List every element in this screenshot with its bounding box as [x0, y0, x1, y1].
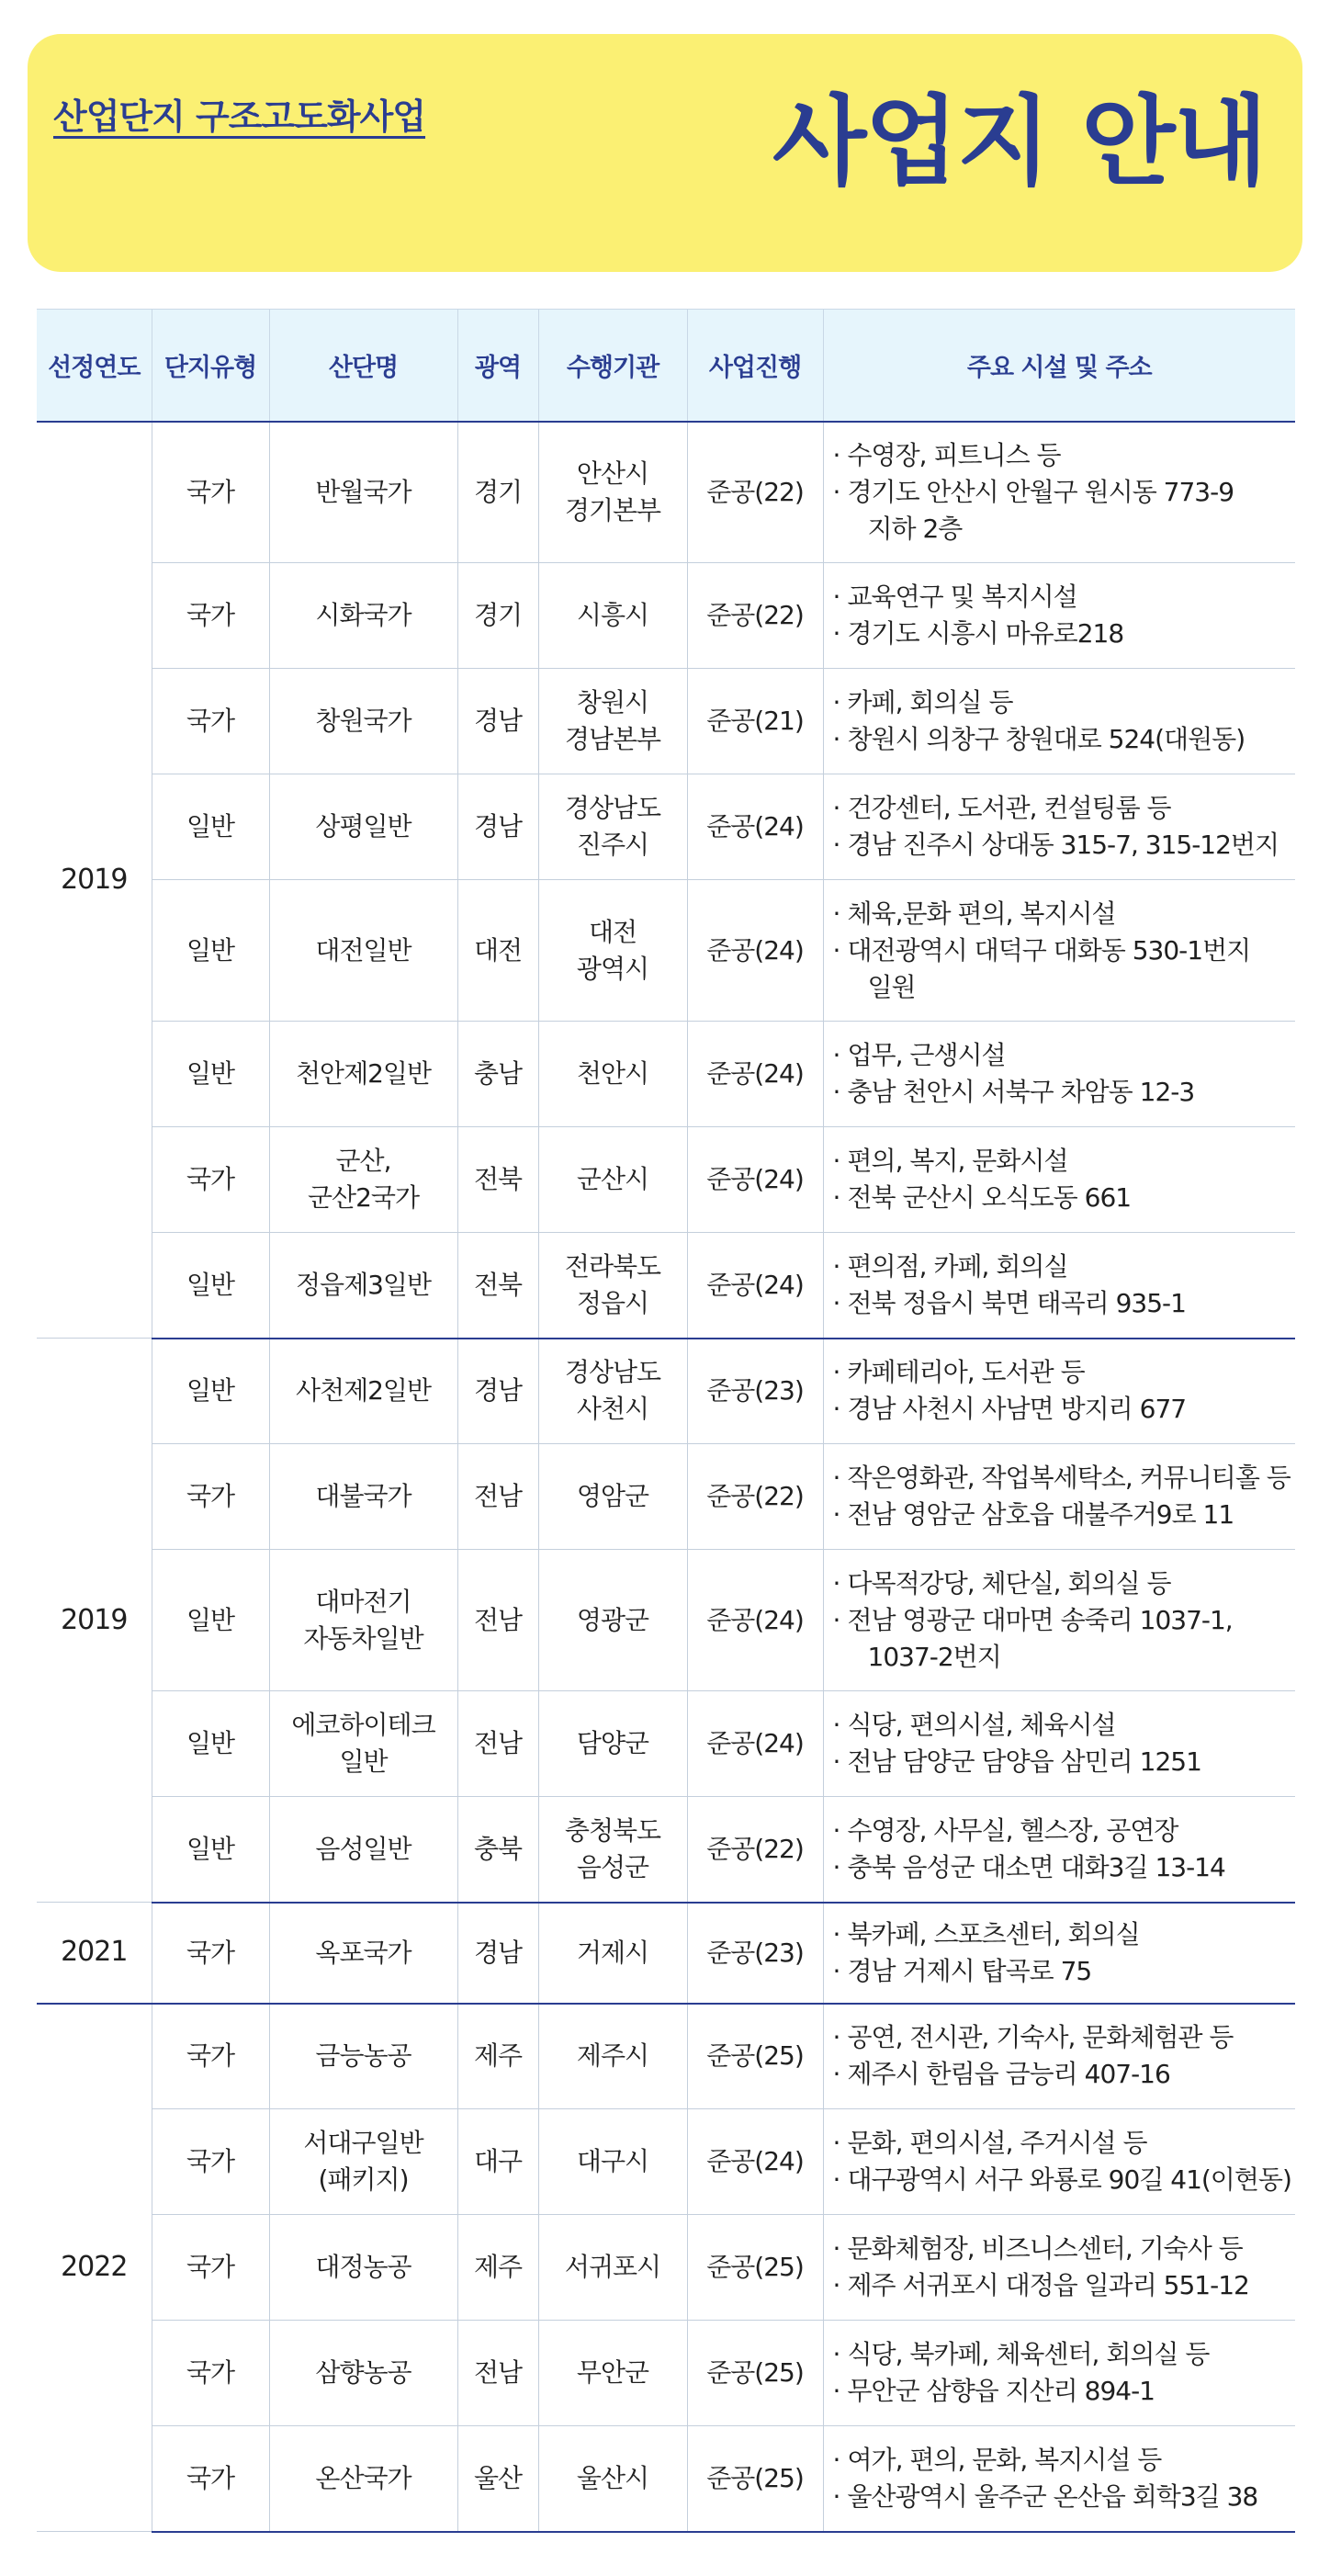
year-cell: 2019 — [37, 422, 152, 1339]
facility-line: · 대전광역시 대덕구 대화동 530-1번지 — [833, 932, 1296, 969]
facilities-cell — [823, 1903, 1295, 2004]
facility-line: · 교육연구 및 복지시설 — [833, 579, 1296, 616]
complex-name-cell: 대불국가 — [269, 1444, 457, 1550]
facility-line: · 전남 담양군 담양읍 삼민리 1251 — [833, 1744, 1296, 1780]
facility-line: 일원 — [867, 971, 916, 1002]
agency-cell: 대전 광역시 — [538, 880, 687, 1022]
table-row — [37, 2321, 1295, 2426]
facilities-cell — [823, 1339, 1295, 1444]
complex-name-cell: 금능농공 — [269, 2004, 457, 2109]
facility-line: · 수영장, 피트니스 등 — [833, 437, 1296, 474]
status-cell: 준공(22) — [687, 1797, 823, 1903]
agency-cell: 창원시 경남본부 — [538, 669, 687, 774]
header-subtitle: 산업단지 구조고도화사업 — [53, 96, 426, 137]
status-cell: 준공(24) — [687, 880, 823, 1022]
table-row — [37, 2109, 1295, 2215]
facilities-cell — [823, 2321, 1295, 2426]
region-cell: 전남 — [457, 1550, 538, 1691]
agency-cell: 제주시 — [538, 2004, 687, 2109]
type-cell: 국가 — [152, 2215, 269, 2321]
agency-cell: 충청북도 음성군 — [538, 1797, 687, 1903]
facility-line: · 제주시 한림읍 금능리 407-16 — [833, 2056, 1296, 2093]
region-cell: 경남 — [457, 1903, 538, 2004]
year-cell: 2021 — [37, 1903, 152, 2004]
type-cell: 국가 — [152, 1127, 269, 1233]
column-header: 수행기관 — [538, 310, 687, 422]
facilities-cell — [823, 669, 1295, 774]
table-row — [37, 1903, 1295, 2004]
facility-line: · 체육,문화 편의, 복지시설 — [833, 896, 1296, 932]
table-row — [37, 1339, 1295, 1444]
complex-name-cell: 군산, 군산2국가 — [269, 1127, 457, 1233]
facility-line: · 여가, 편의, 문화, 복지시설 등 — [833, 2442, 1296, 2479]
facility-line: · 북카페, 스포츠센터, 회의실 — [833, 1916, 1296, 1953]
year-cell: 2022 — [37, 2004, 152, 2532]
status-cell: 준공(25) — [687, 2215, 823, 2321]
table-row — [37, 1022, 1295, 1127]
type-cell: 일반 — [152, 1022, 269, 1127]
facilities-cell — [823, 1797, 1295, 1903]
agency-cell: 무안군 — [538, 2321, 687, 2426]
type-cell: 국가 — [152, 422, 269, 563]
facilities-cell — [823, 1127, 1295, 1233]
region-cell: 경남 — [457, 1339, 538, 1444]
type-cell: 국가 — [152, 1903, 269, 2004]
agency-cell: 거제시 — [538, 1903, 687, 2004]
column-header: 사업진행 — [687, 310, 823, 422]
complex-name-cell: 상평일반 — [269, 774, 457, 880]
facility-line: · 창원시 의창구 창원대로 524(대원동) — [833, 721, 1296, 758]
facilities-cell — [823, 774, 1295, 880]
type-cell: 일반 — [152, 880, 269, 1022]
facility-line: · 전남 영광군 대마면 송죽리 1037-1, — [833, 1602, 1296, 1639]
page-title: 사업지 안내 — [772, 85, 1266, 198]
facility-line: · 제주 서귀포시 대정읍 일과리 551-12 — [833, 2267, 1296, 2304]
facility-line: · 식당, 편의시설, 체육시설 — [833, 1707, 1296, 1744]
complex-name-cell: 에코하이테크 일반 — [269, 1691, 457, 1797]
complex-name-cell: 정읍제3일반 — [269, 1233, 457, 1339]
complex-name-cell: 시화국가 — [269, 563, 457, 669]
region-cell: 충북 — [457, 1797, 538, 1903]
region-cell: 전남 — [457, 1691, 538, 1797]
table-body — [37, 422, 1295, 2532]
agency-cell: 경상남도 진주시 — [538, 774, 687, 880]
facility-line: · 경남 사천시 사남면 방지리 677 — [833, 1391, 1296, 1428]
table-row — [37, 1233, 1295, 1339]
complex-name-cell: 온산국가 — [269, 2426, 457, 2532]
complex-name-cell: 천안제2일반 — [269, 1022, 457, 1127]
agency-cell: 시흥시 — [538, 563, 687, 669]
facility-line: · 다목적강당, 체단실, 회의실 등 — [833, 1565, 1296, 1602]
facility-line: · 충남 천안시 서북구 차암동 12-3 — [833, 1074, 1296, 1111]
status-cell: 준공(24) — [687, 1233, 823, 1339]
type-cell: 일반 — [152, 1691, 269, 1797]
table-row — [37, 2004, 1295, 2109]
facility-line: · 울산광역시 울주군 온산읍 회학3길 38 — [833, 2479, 1296, 2515]
facilities-cell — [823, 1233, 1295, 1339]
region-cell: 전남 — [457, 1444, 538, 1550]
facility-line: · 대구광역시 서구 와룡로 90길 41(이현동) — [833, 2162, 1296, 2198]
status-cell: 준공(25) — [687, 2426, 823, 2532]
facilities-cell — [823, 2215, 1295, 2321]
facility-line: · 충북 음성군 대소면 대화3길 13-14 — [833, 1849, 1296, 1886]
facility-line: · 카페테리아, 도서관 등 — [833, 1354, 1296, 1391]
region-cell: 대구 — [457, 2109, 538, 2215]
region-cell: 경기 — [457, 422, 538, 563]
status-cell: 준공(24) — [687, 1550, 823, 1691]
table-row — [37, 422, 1295, 563]
facility-line: · 편의, 복지, 문화시설 — [833, 1143, 1296, 1180]
table-row — [37, 1691, 1295, 1797]
facility-line: · 업무, 근생시설 — [833, 1037, 1296, 1074]
facilities-cell — [823, 2004, 1295, 2109]
facility-line: · 경기도 시흥시 마유로218 — [833, 616, 1296, 652]
agency-cell: 영암군 — [538, 1444, 687, 1550]
agency-cell: 대구시 — [538, 2109, 687, 2215]
facilities-cell — [823, 2109, 1295, 2215]
facility-line: · 전남 영암군 삼호읍 대불주거9로 11 — [833, 1497, 1296, 1533]
status-cell: 준공(24) — [687, 1022, 823, 1127]
facility-line: 지하 2층 — [867, 513, 963, 544]
status-cell: 준공(21) — [687, 669, 823, 774]
facility-line: · 공연, 전시관, 기숙사, 문화체험관 등 — [833, 2019, 1296, 2056]
type-cell: 일반 — [152, 1550, 269, 1691]
agency-cell: 천안시 — [538, 1022, 687, 1127]
facility-line: · 편의점, 카페, 회의실 — [833, 1248, 1296, 1285]
agency-cell: 담양군 — [538, 1691, 687, 1797]
region-cell: 울산 — [457, 2426, 538, 2532]
type-cell: 일반 — [152, 1233, 269, 1339]
region-cell: 대전 — [457, 880, 538, 1022]
facility-line: · 경남 진주시 상대동 315-7, 315-12번지 — [833, 827, 1296, 864]
agency-cell: 서귀포시 — [538, 2215, 687, 2321]
region-cell: 전북 — [457, 1127, 538, 1233]
region-cell: 경기 — [457, 563, 538, 669]
facility-line: · 문화체험장, 비즈니스센터, 기숙사 등 — [833, 2231, 1296, 2267]
type-cell: 국가 — [152, 1444, 269, 1550]
table-row — [37, 563, 1295, 669]
facilities-cell — [823, 1022, 1295, 1127]
status-cell: 준공(24) — [687, 774, 823, 880]
facilities-cell — [823, 880, 1295, 1022]
type-cell: 일반 — [152, 1797, 269, 1903]
column-header: 단지유형 — [152, 310, 269, 422]
facility-line: · 전북 정읍시 북면 태곡리 935-1 — [833, 1285, 1296, 1322]
complex-name-cell: 서대구일반 (패키지) — [269, 2109, 457, 2215]
facilities-cell — [823, 563, 1295, 669]
status-cell: 준공(22) — [687, 422, 823, 563]
agency-cell: 영광군 — [538, 1550, 687, 1691]
type-cell: 국가 — [152, 2109, 269, 2215]
status-cell: 준공(23) — [687, 1339, 823, 1444]
column-header: 산단명 — [269, 310, 457, 422]
facility-line: 1037-2번지 — [867, 1641, 1001, 1672]
facilities-cell — [823, 2426, 1295, 2532]
complex-name-cell: 대마전기 자동차일반 — [269, 1550, 457, 1691]
facility-line: · 전북 군산시 오식도동 661 — [833, 1180, 1296, 1216]
status-cell: 준공(24) — [687, 2109, 823, 2215]
table-header-row — [37, 310, 1295, 422]
status-cell: 준공(22) — [687, 563, 823, 669]
complex-name-cell: 대전일반 — [269, 880, 457, 1022]
region-cell: 경남 — [457, 774, 538, 880]
facility-line: · 경기도 안산시 안월구 원시동 773-9 — [833, 474, 1296, 511]
complex-name-cell: 반월국가 — [269, 422, 457, 563]
region-cell: 충남 — [457, 1022, 538, 1127]
complex-name-cell: 창원국가 — [269, 669, 457, 774]
table-row — [37, 2426, 1295, 2532]
table-row — [37, 880, 1295, 1022]
agency-cell: 군산시 — [538, 1127, 687, 1233]
agency-cell: 울산시 — [538, 2426, 687, 2532]
region-cell: 전남 — [457, 2321, 538, 2426]
complex-name-cell: 옥포국가 — [269, 1903, 457, 2004]
table-row — [37, 1127, 1295, 1233]
site-table — [37, 309, 1295, 2533]
facilities-cell — [823, 422, 1295, 563]
status-cell: 준공(24) — [687, 1127, 823, 1233]
facility-line: · 무안군 삼향읍 지산리 894-1 — [833, 2373, 1296, 2410]
facility-line: · 작은영화관, 작업복세탁소, 커뮤니티홀 등 — [833, 1460, 1296, 1497]
complex-name-cell: 음성일반 — [269, 1797, 457, 1903]
region-cell: 제주 — [457, 2215, 538, 2321]
complex-name-cell: 사천제2일반 — [269, 1339, 457, 1444]
region-cell: 경남 — [457, 669, 538, 774]
facility-line: · 경남 거제시 탑곡로 75 — [833, 1953, 1296, 1990]
agency-cell: 경상남도 사천시 — [538, 1339, 687, 1444]
complex-name-cell: 삼향농공 — [269, 2321, 457, 2426]
facility-line: · 카페, 회의실 등 — [833, 684, 1296, 721]
column-header: 광역 — [457, 310, 538, 422]
status-cell: 준공(23) — [687, 1903, 823, 2004]
column-header: 주요 시설 및 주소 — [823, 310, 1295, 422]
status-cell: 준공(25) — [687, 2004, 823, 2109]
table-row — [37, 1550, 1295, 1691]
type-cell: 국가 — [152, 2426, 269, 2532]
type-cell: 일반 — [152, 1339, 269, 1444]
type-cell: 국가 — [152, 2004, 269, 2109]
complex-name-cell: 대정농공 — [269, 2215, 457, 2321]
status-cell: 준공(25) — [687, 2321, 823, 2426]
table-row — [37, 2215, 1295, 2321]
facility-line: · 건강센터, 도서관, 컨설팅룸 등 — [833, 790, 1296, 827]
facility-line: · 식당, 북카페, 체육센터, 회의실 등 — [833, 2336, 1296, 2373]
type-cell: 국가 — [152, 669, 269, 774]
agency-cell: 전라북도 정읍시 — [538, 1233, 687, 1339]
facility-line: · 수영장, 사무실, 헬스장, 공연장 — [833, 1813, 1296, 1849]
table-row — [37, 1444, 1295, 1550]
status-cell: 준공(24) — [687, 1691, 823, 1797]
table-row — [37, 1797, 1295, 1903]
year-cell: 2019 — [37, 1339, 152, 1903]
region-cell: 전북 — [457, 1233, 538, 1339]
type-cell: 국가 — [152, 2321, 269, 2426]
facilities-cell — [823, 1550, 1295, 1691]
type-cell: 일반 — [152, 774, 269, 880]
facilities-cell — [823, 1444, 1295, 1550]
table-row — [37, 774, 1295, 880]
type-cell: 국가 — [152, 563, 269, 669]
facilities-cell — [823, 1691, 1295, 1797]
column-header: 선정연도 — [37, 310, 152, 422]
table-row — [37, 669, 1295, 774]
region-cell: 제주 — [457, 2004, 538, 2109]
status-cell: 준공(22) — [687, 1444, 823, 1550]
facility-line: · 문화, 편의시설, 주거시설 등 — [833, 2125, 1296, 2162]
agency-cell: 안산시 경기본부 — [538, 422, 687, 563]
